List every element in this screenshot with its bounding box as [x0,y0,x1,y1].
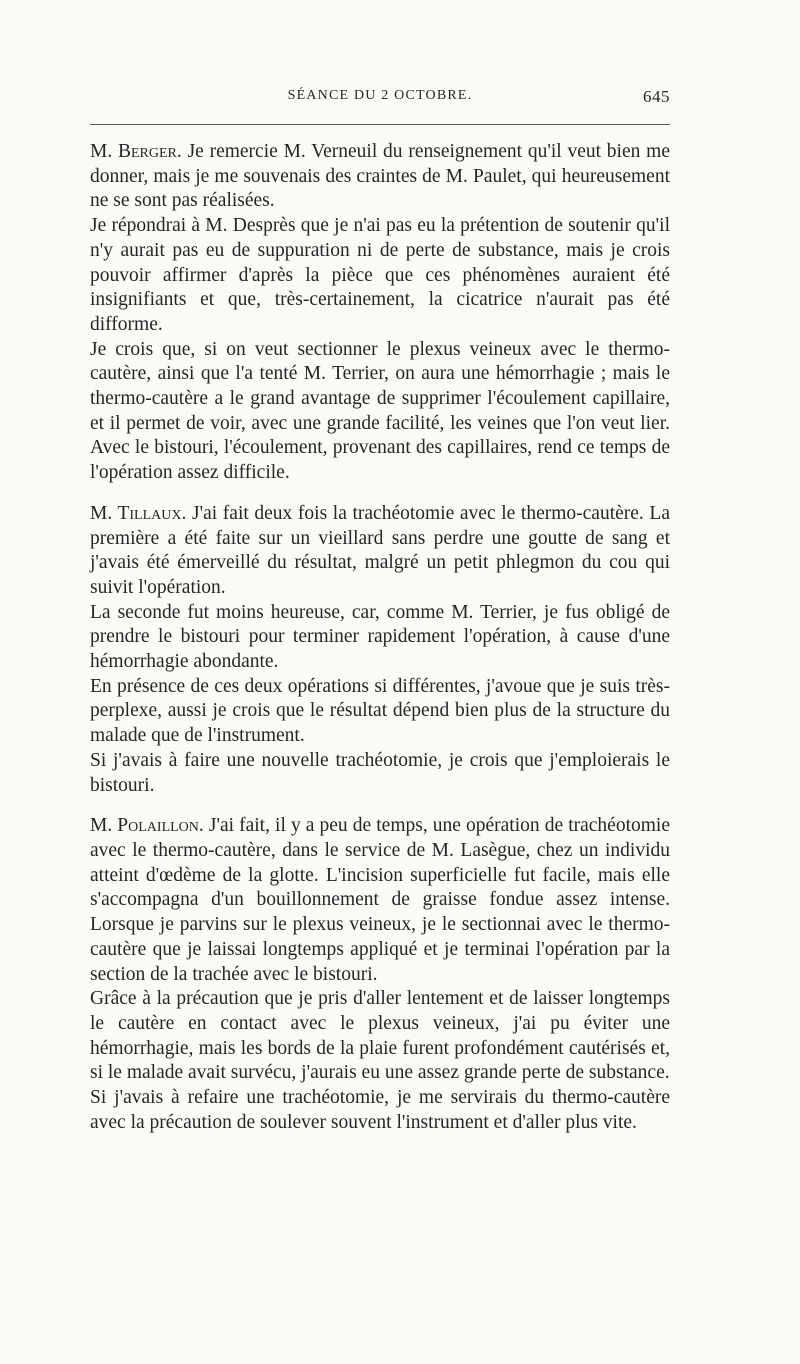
paragraph-text: Grâce à la précaution que je pris d'aller lentement et de laisser longtemps le cautère en contact avec le plexus veineux, j'ai pu éviter une hémorrhagie, mais les bords de la plaie furent profondément cautérisés et, si le malade avait survécu, j'aurais eu une assez grande perte de substance. [90,988,670,1084]
paragraph [90,749,670,798]
speaker-name: M. Polaillon. [90,815,204,837]
paragraph [90,675,670,749]
page-body [90,140,670,1135]
paragraph-text: J'ai fait deux fois la trachéotomie avec le thermo-cautère. La première a été faite sur un vieillard sans perdre une goutte de sang et j'avais été émerveillé du résultat, malgré un petit phlegmon du cou qui suivit l'opération. [90,502,670,598]
paragraph-text: Si j'avais à refaire une trachéotomie, je me servirais du thermo-cautère avec la précaution de soulever souvent l'instrument et d'aller plus vite. [90,1087,670,1133]
running-header [90,88,670,112]
paragraph-text: Je crois que, si on veut sectionner le plexus veineux avec le thermo-cautère, ainsi que l'a tenté M. Terrier, on aura une hémorrhagie ; mais le thermo-cautère a le grand avantage de supprimer l'écoulement capillaire, et il permet de voir, avec une grande facilité, les veines que l'on veut lier. Avec le bistouri, l'écoulement, provenant des capillaires, rend ce temps de l'opération assez difficile. [90,338,670,484]
paragraph [90,214,670,338]
page-number: 645 [643,87,670,106]
paragraph-text: Si j'avais à faire une nouvelle trachéotomie, je crois que j'emploierais le bistouri. [90,749,670,796]
paragraph-text: Je répondrai à M. Desprès que je n'ai pas eu la prétention de soutenir qu'il n'y aurait pas eu de suppuration ni de perte de substance, mais je crois pouvoir affirmer d'après la pièce que ces phénomènes auraient été insignifiants et que, très-certainement, la cicatrice n'aurait pas été difforme. [90,215,670,335]
paragraph [90,987,670,1086]
paragraph [90,502,670,601]
paragraph [90,140,670,214]
header-rule [90,124,670,125]
paragraph-text: La seconde fut moins heureuse, car, comme M. Terrier, je fus obligé de prendre le bistouri pour terminer rapidement l'opération, à cause d'une hémorrhagie abondante. [90,601,670,673]
speaker-name: M. Tillaux. [90,502,187,524]
speaker-name: M. Berger. [90,141,182,162]
paragraph-text: En présence de ces deux opérations si différentes, j'avoue que je suis très-perplexe, aussi je crois que le résultat dépend bien plus de la structure du malade que de l'instrument. [90,675,670,747]
paragraph [90,338,670,486]
paragraph-text: J'ai fait, il y a peu de temps, une opération de trachéotomie avec le thermo-cautère, dans le service de M. Lasègue, chez un individu atteint d'œdème de la glotte. L'incision superficielle fut facile, mais elle s'accompagna d'un bouillonnement de graisse fondue assez intense. Lorsque je parvins sur le plexus veineux, je le sectionnai avec le thermo-cautère que je laissai longtemps appliqué et je terminai l'opération par la section de la trachée avec le bistouri. [90,815,670,985]
paragraph-text: Je remercie M. Verneuil du renseignement qu'il veut bien me donner, mais je me souvenais des craintes de M. Paulet, qui heureusement ne se sont pas réalisées. [90,141,670,212]
header-title: SÉANCE DU 2 OCTOBRE. [287,88,473,103]
paragraph [90,601,670,675]
paragraph [90,1086,670,1135]
paragraph [90,814,670,987]
